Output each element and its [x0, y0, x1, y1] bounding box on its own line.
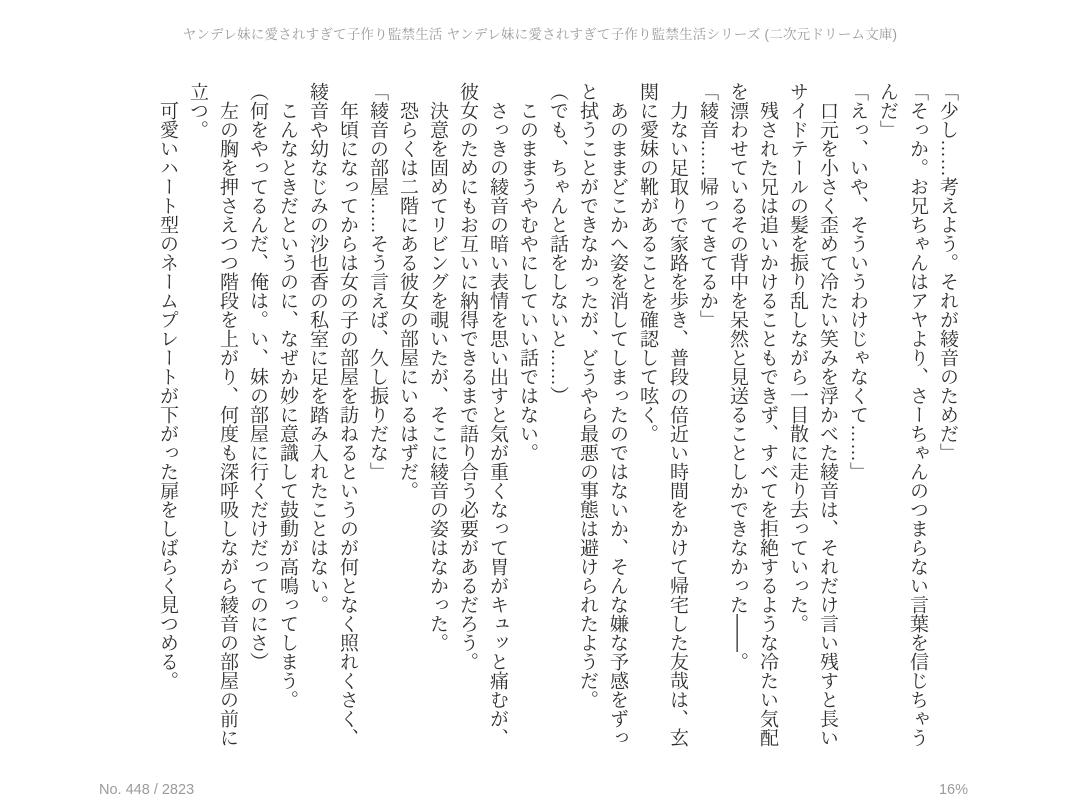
paragraph: 可愛いハート型のネームプレートが下がった扉をしばらく見つめる。: [157, 101, 178, 690]
paragraph: 恐らくは二階にある彼女の部屋にいるはずだ。: [397, 101, 418, 500]
paragraph: 「綾音の部屋……そう言えば、久し振りだな」: [367, 82, 388, 481]
paragraph: 決意を固めてリビングを覗いたが、そこに綾音の姿はなかった。: [427, 101, 448, 652]
location-indicator: No. 448 / 2823: [99, 782, 195, 798]
paragraph: 左の胸を押さえつつ階段を上がり、何度も深呼吸しながら綾音の部屋の前に立つ。: [187, 82, 238, 747]
paragraph: 「少し……考えよう。それが綾音のためだ」: [937, 82, 958, 462]
paragraph: 力ない足取りで家路を歩き、普段の倍近い時間をかけて帰宅した友哉は、玄関に愛妹の靴があることを確認して呟く。: [637, 82, 688, 747]
paragraph: （でも、ちゃんと話をしないと……）: [547, 82, 568, 405]
book-text-area: [150, 82, 962, 758]
progress-percent: 16%: [938, 782, 968, 798]
paragraph: あのままどこかへ姿を消してしまったのではないか、そんな嫌な予感をずっと拭うことができなかったが、どうやら最悪の事態は避けられたようだ。: [577, 82, 628, 747]
reader-footer: [0, 776, 1080, 798]
book-title-header: ヤンデレ妹に愛されすぎて子作り監禁生活 ヤンデレ妹に愛されすぎて子作り監禁生活シリーズ (二次元ドリーム文庫): [182, 27, 898, 42]
paragraph: 口元を小さく歪めて冷たい笑みを浮かべた綾音は、それだけ言い残すと長いサイドテールの髪を振り乱しながら一目散に走り去っていった。: [787, 82, 838, 747]
paragraph: このままうやむやにしていい話ではない。: [517, 101, 538, 462]
paragraph: 残された兄は追いかけることもできず、すべてを拒絶するような冷たい気配を漂わせているその背中を呆然と見送ることしかできなかった――。: [727, 82, 778, 747]
paragraph: 「綾音……帰ってきてるか」: [697, 82, 718, 329]
paragraph: （何をやってるんだ、俺は。い、妹の部屋に行くだけだってのにさ）: [247, 82, 268, 671]
paragraph: さっきの綾音の暗い表情を思い出すと気が重くなって胃がキュッと痛むが、彼女のためにもお互いに納得できるまで語り合う必要があるだろう。: [457, 82, 508, 747]
paragraph: 年頃になってからは女の子の部屋を訪ねるというのが何となく照れくさく、綾音や幼なじみの沙也香の私室に足を踏み入れたことはない。: [307, 82, 358, 747]
paragraph: 「えっ、いや、そういうわけじゃなくて……」: [847, 82, 868, 481]
paragraph: 「そっか。お兄ちゃんはアヤより、さーちゃんのつまらない言葉を信じちゃうんだ」: [877, 82, 928, 747]
paragraph: こんなときだというのに、なぜか妙に意識して鼓動が高鳴ってしまう。: [277, 101, 298, 709]
